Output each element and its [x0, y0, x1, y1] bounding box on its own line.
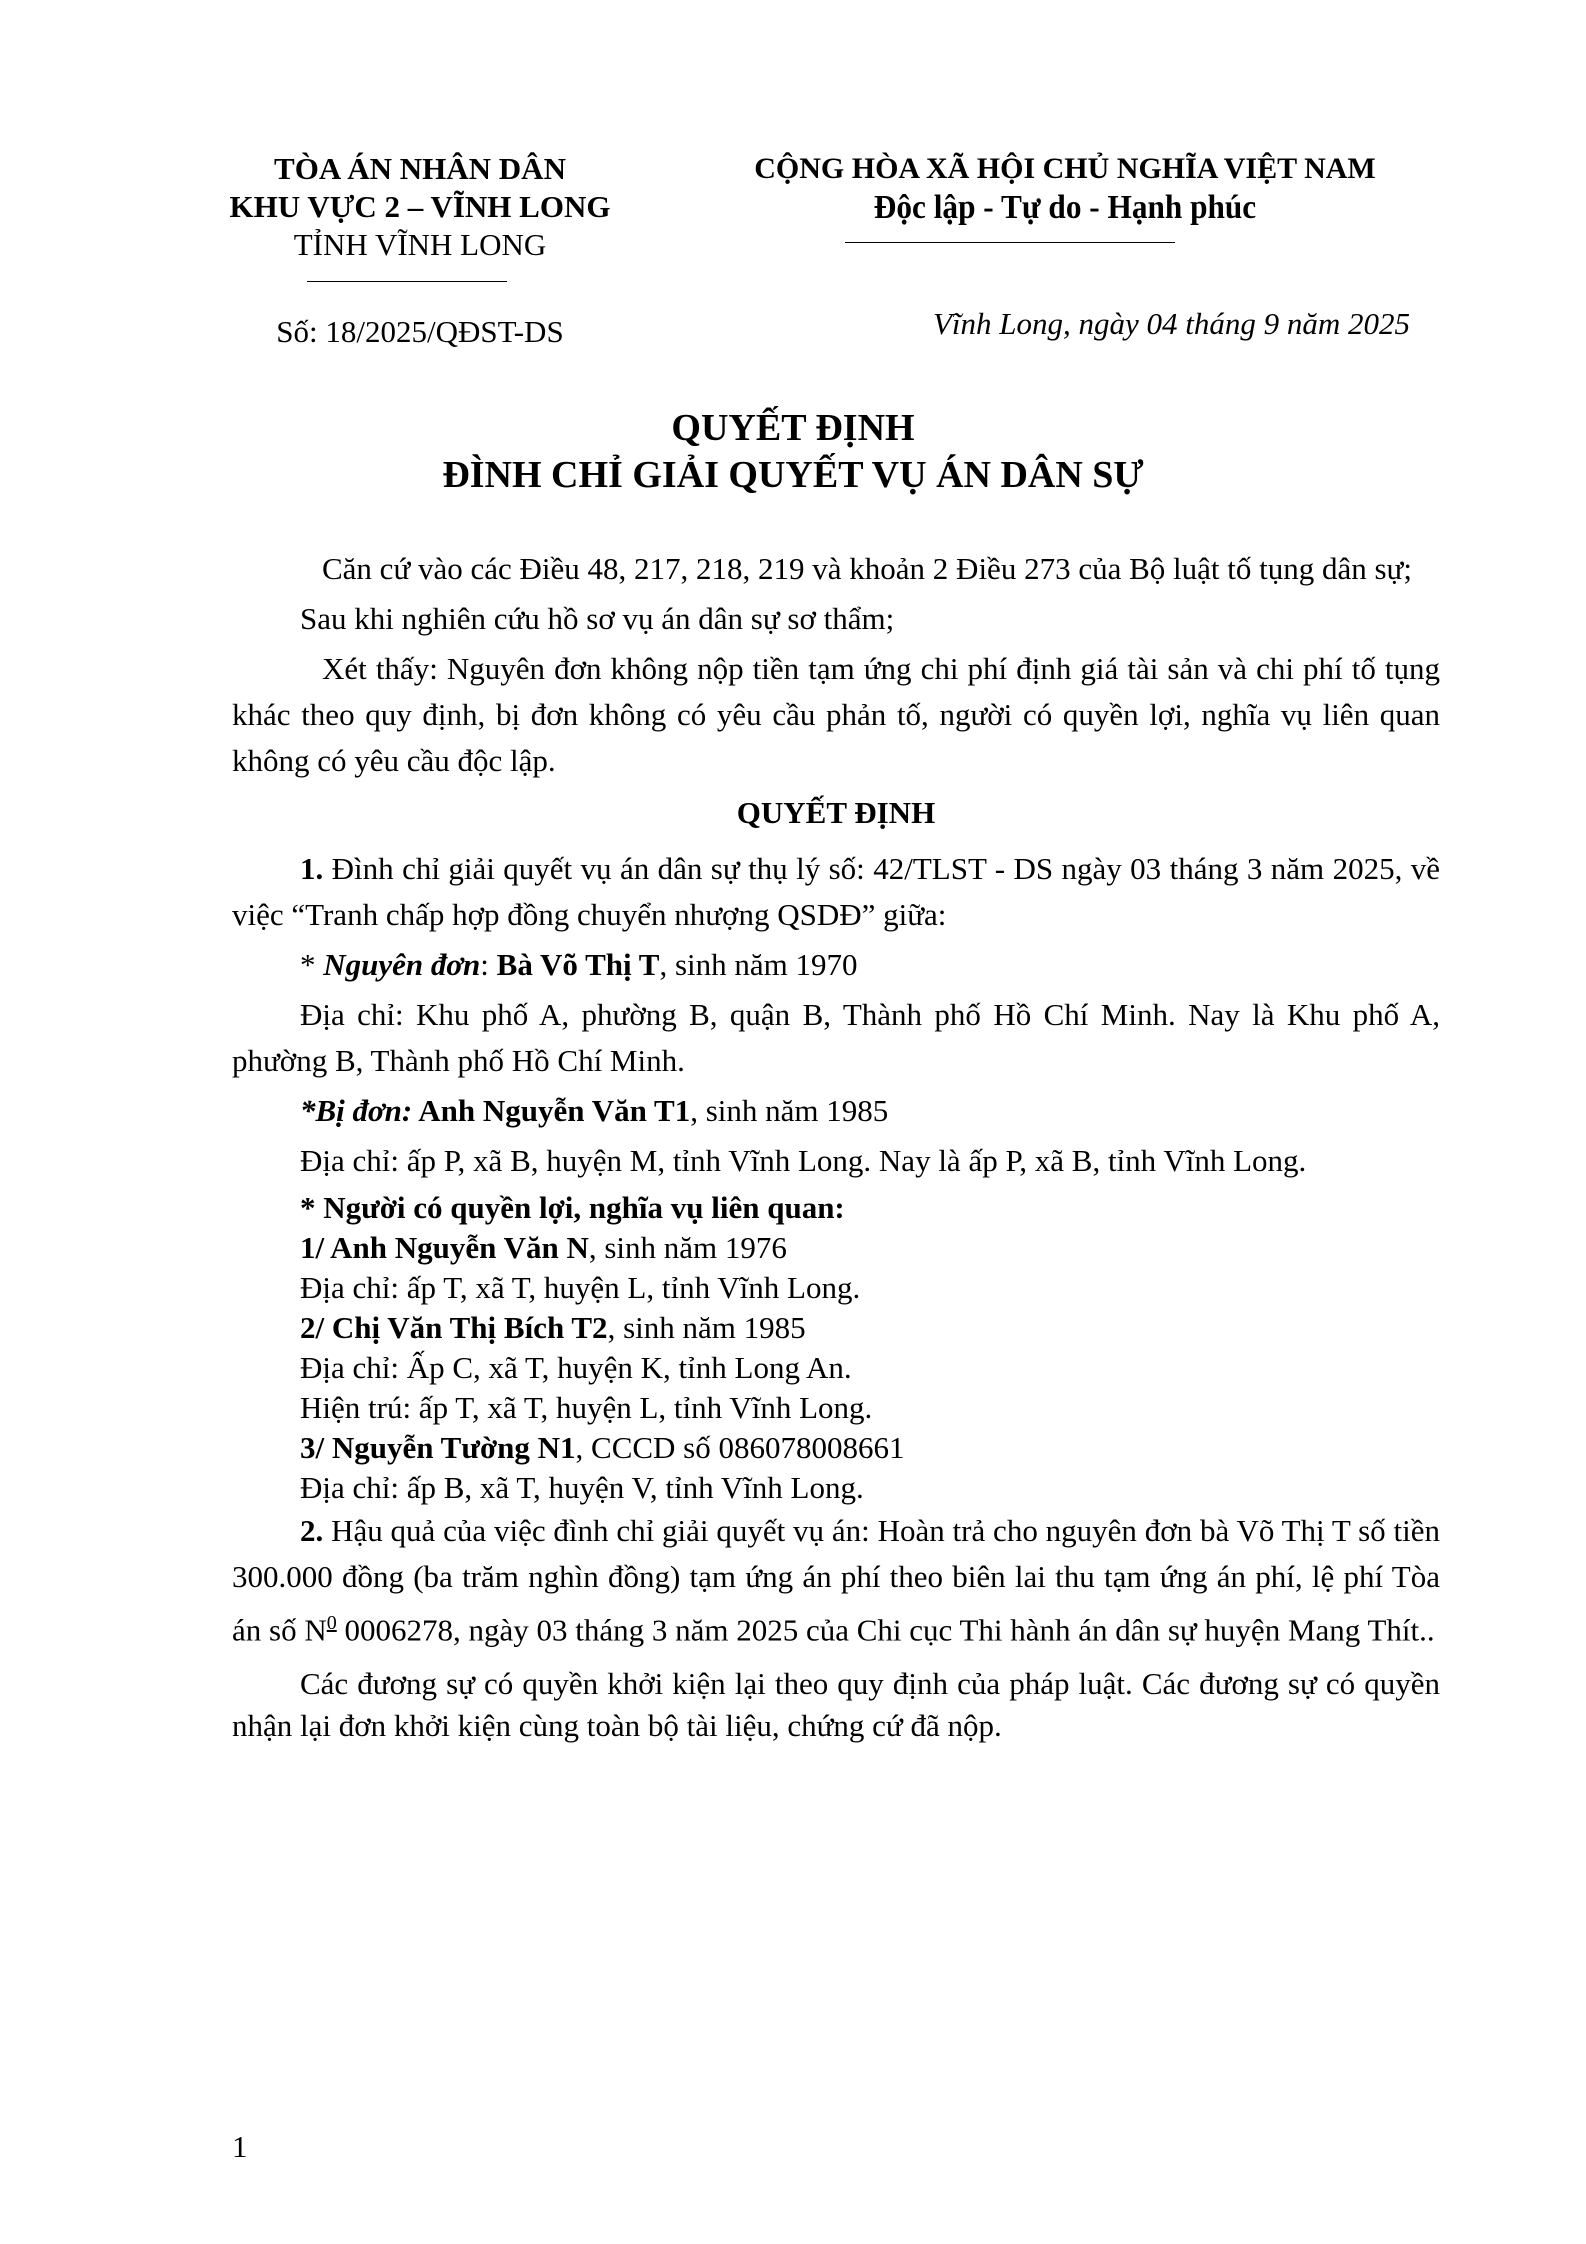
related-parties-heading: * Người có quyền lợi, nghĩa vụ liên quan:: [300, 1190, 845, 1225]
related-party-2-name: 2/ Chị Văn Thị Bích T2: [300, 1310, 608, 1345]
related-party-3-id: , CCCD số 086078008661: [575, 1430, 905, 1465]
court-header-divider: [307, 281, 507, 282]
related-party-1: [232, 1228, 1440, 1308]
item-1-text: Đình chỉ giải quyết vụ án dân sự thụ lý số: 42/TLST - DS ngày 03 tháng 3 năm 2025, về việc “Tranh chấp hợp đồng chuyển nhượng QSDĐ” giữa:: [232, 851, 1440, 932]
court-header: [190, 150, 650, 264]
finding-paragraph: Xét thấy: Nguyên đơn không nộp tiền tạm ứng chi phí định giá tài sản và chi phí tố tụng khác theo quy định, bị đơn không có yêu cầu phản tố, người có quyền lợi, nghĩa vụ liên quan không có yêu cầu độc lập.: [232, 651, 1440, 778]
court-name: TÒA ÁN NHÂN DÂN: [274, 151, 566, 186]
related-party-1-name: 1/ Anh Nguyễn Văn N: [300, 1230, 589, 1265]
document-title: QUYẾT ĐỊNH: [671, 407, 915, 449]
document-date: Vĩnh Long, ngày 04 tháng 9 năm 2025: [932, 306, 1410, 341]
court-province: TỈNH VĨNH LONG: [293, 227, 547, 262]
closing-paragraph: Các đương sự có quyền khởi kiện lại theo quy định của pháp luật. Các đương sự có quyền nhận lại đơn khởi kiện cùng toàn bộ tài liệu, chứng cứ đã nộp.: [232, 1666, 1440, 1744]
decision-item-2: [232, 1508, 1440, 1653]
item-2-number: 2.: [300, 1513, 324, 1548]
review-paragraph: Sau khi nghiên cứu hồ sơ vụ án dân sự sơ thẩm;: [300, 601, 895, 636]
defendant-birth: , sinh năm 1985: [690, 1093, 889, 1128]
plaintiff-role: Nguyên đơn: [323, 947, 481, 982]
related-party-1-address: Địa chỉ: ấp T, xã T, huyện L, tỉnh Vĩnh Long.: [300, 1270, 861, 1305]
page-number: 1: [232, 2129, 248, 2164]
defendant-role: *Bị đơn:: [300, 1093, 413, 1128]
decision-item-1: [232, 846, 1440, 938]
document-number: Số: 18/2025/QĐST-DS: [276, 314, 564, 349]
related-party-3-address: Địa chỉ: ấp B, xã T, huyện V, tỉnh Vĩnh Long.: [300, 1470, 864, 1505]
plaintiff-address: Địa chỉ: Khu phố A, phường B, quận B, Thành phố Hồ Chí Minh. Nay là Khu phố A, phường B, Thành phố Hồ Chí Minh.: [232, 997, 1440, 1078]
item-2-text-after: 0006278, ngày 03 tháng 3 năm 2025 của Chi cục Thi hành án dân sự huyện Mang Thít..: [336, 1612, 1435, 1648]
decision-heading: QUYẾT ĐỊNH: [736, 795, 936, 830]
plaintiff-birth: , sinh năm 1970: [659, 947, 858, 982]
numero-superscript: 0: [326, 1612, 337, 1634]
related-party-2-residence: Hiện trú: ấp T, xã T, huyện L, tỉnh Vĩnh Long.: [300, 1390, 873, 1425]
defendant-line: [232, 1088, 1440, 1134]
item-1-number: 1.: [300, 851, 324, 886]
related-party-3-name: 3/ Nguyễn Tường N1: [300, 1430, 576, 1465]
plaintiff-prefix: *: [300, 947, 324, 982]
national-motto: Độc lập - Tự do - Hạnh phúc: [873, 189, 1257, 226]
defendant-address: Địa chỉ: ấp P, xã B, huyện M, tỉnh Vĩnh Long. Nay là ấp P, xã B, tỉnh Vĩnh Long.: [300, 1143, 1307, 1178]
related-party-2-birth: , sinh năm 1985: [607, 1310, 806, 1345]
related-party-1-birth: , sinh năm 1976: [588, 1230, 787, 1265]
legal-basis-paragraph: Căn cứ vào các Điều 48, 217, 218, 219 và khoản 2 Điều 273 của Bộ luật tố tụng dân sự;: [322, 551, 1412, 586]
plaintiff-name: Bà Võ Thị T: [496, 947, 660, 982]
document-subtitle: ĐÌNH CHỈ GIẢI QUYẾT VỤ ÁN DÂN SỰ: [442, 454, 1144, 496]
national-header: [705, 150, 1425, 228]
related-party-2: [232, 1308, 1440, 1428]
court-area: KHU VỰC 2 – VĨNH LONG: [229, 189, 611, 224]
defendant-name: Anh Nguyễn Văn T1: [412, 1093, 691, 1128]
plaintiff-colon: :: [480, 947, 497, 982]
motto-divider: [845, 242, 1175, 243]
related-party-3: [232, 1428, 1440, 1508]
related-party-2-address: Địa chỉ: Ấp C, xã T, huyện K, tỉnh Long An.: [300, 1350, 852, 1385]
document-body: [232, 546, 1440, 1747]
item-2-text-before: Hậu quả của việc đình chỉ giải quyết vụ án: Hoàn trả cho nguyên đơn bà Võ Thị T số tiền 300.000 đồng (ba trăm nghìn đồng) tạm ứng án phí theo biên lai thu tạm ứng án phí, lệ phí Tòa án số N: [232, 1513, 1440, 1648]
country-name: CỘNG HÒA XÃ HỘI CHỦ NGHĨA VIỆT NAM: [754, 152, 1376, 185]
plaintiff-line: [232, 942, 1440, 988]
